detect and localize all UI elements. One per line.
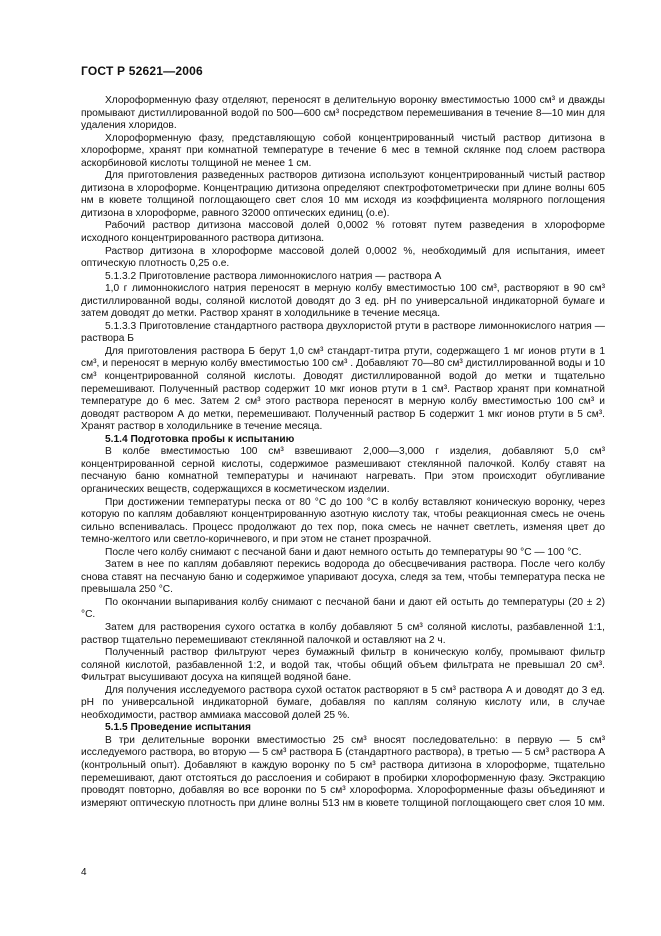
paragraph: Для приготовления разведенных растворов дитизона используют концентрированный чистый раствор дитизона в хлороформе. Концентрацию дитизона определяют спектрофотометрически при длине волны 605 нм в кювете толщиной поглощающего свет слоя 10 мм исходя из коэффициента молярного поглощения дитизона в хлороформе, равного 32000 оптических единиц (о.е). [81,170,605,219]
paragraph: Хлороформенную фазу отделяют, переносят в делительную воронку вместимостью 1000 см³ и дважды промывают дистиллированной водой по 500—600 см³ посредством перемешивания в течение 8—10 мин для удаления хлоридов. [81,95,605,132]
paragraph: В три делительные воронки вместимостью 25 см³ вносят последовательно: в первую — 5 см³ исследуемого раствора, во вторую — 5 см³ раствора Б (стандартного раствора), в третью — 5 см³ раствора А (контрольный опыт). Добавляют в каждую воронку по 5 см³ раствора дитизона в хлороформе, тщательно перемешивают, дают отстояться до расслоения и собирают в пробирки хлороформенную фазу. Экстракцию проводят повторно, добавляя во все воронки по 5 см³ хлороформа. Хлороформенные фазы объединяют и измеряют оптическую плотность при длине волны 513 нм в кювете толщиной поглощающего свет слоя 10 мм. [81,734,606,809]
paragraph: Для приготовления раствора Б берут 1,0 см³ стандарт-титра ртути, содержащего 1 мг ионов ртути в 1 см³, и переносят в мерную колбу вместимостью 100 см³ . Добавляют 70—80 см³ дистиллированной воды и 10 см³ концентрированной соляной кислоты. Доводят дистиллированной водой до метки и тщательно перемешивают. Полученный раствор содержит 10 мкг ионов ртути в 1 см³. Раствор хранят при комнатной температуре до 6 мес. Затем 2 см³ этого раствора переносят в мерную колбу вместимостью 100 см³ и доводят раствором А до метки, перемешивают. Полученный раствор Б содержит 1 мкг ионов ртути в 5 см³. Хранят раствор в холодильнике в течение месяца. [81,345,605,433]
section-heading: 5.1.5 Проведение испытания [105,722,251,734]
paragraph: По окончании выпаривания колбу снимают с песчаной бани и дают ей остыть до температуры (20 ± 2) °C. [81,596,605,621]
subsection-heading: 5.1.3.3 Приготовление стандартного раствора двухлористой ртути в растворе лимоннокислого натрия — раствора Б [81,320,605,345]
document-body [81,95,605,810]
paragraph: Затем в нее по каплям добавляют перекись водорода до обесцвечивания раствора. После чего колбу снова ставят на песчаную баню и содержимое упаривают досуха, следя за тем, чтобы температура песка не превышала 250 °C. [81,559,605,596]
paragraph: Полученный раствор фильтруют через бумажный фильтр в коническую колбу, промывают фильтр соляной кислотой, разбавленной 1:2, и водой так, чтобы общий объем фильтрата не превышал 20 см³. Фильтрат высушивают досуха на кипящей водяной бане. [81,647,605,684]
paragraph: Для получения исследуемого раствора сухой остаток растворяют в 5 см³ раствора А и доводят до 3 ед. pH по универсальной индикаторной бумаге, добавляя по каплям соляную кислоту или, в случае необходимости, раствор аммиака массовой долей 25 %. [81,684,605,721]
subsection-heading: 5.1.3.2 Приготовление раствора лимоннокислого натрия — раствора А [105,270,442,282]
paragraph: Хлороформенную фазу, представляющую собой концентрированный чистый раствор дитизона в хлороформе, хранят при комнатной температуре в течение 6 мес в темной склянке под слоем раствора аскорбиновой кислоты толщиной не менее 1 см. [81,132,605,169]
paragraph: 1,0 г лимоннокислого натрия переносят в мерную колбу вместимостью 100 см³, растворяют в 90 см³ дистиллированной воды, соляной кислотой доводят до 3 ед. pH по универсальной индикаторной бумаге и затем доводят до метки. Раствор хранят в холодильнике в течение месяца. [81,283,605,320]
paragraph: Раствор дитизона в хлороформе массовой долей 0,0002 %, необходимый для испытания, имеет оптическую плотность 0,25 о.е. [81,245,605,270]
paragraph: В колбе вместимостью 100 см³ взвешивают 2,000—3,000 г изделия, добавляют 5,0 см³ концентрированной серной кислоты, содержимое размешивают стеклянной палочкой. Колбу ставят на песчаную баню комнатной температуры и начинают нагревать. При этом происходит обугливание органических веществ, содержащихся в косметическом изделии. [81,446,605,495]
document-header: ГОСТ Р 52621—2006 [81,64,203,78]
paragraph: Рабочий раствор дитизона массовой долей 0,0002 % готовят путем разведения в хлороформе исходного концентрированного раствора дитизона. [81,220,605,245]
section-heading: 5.1.4 Подготовка пробы к испытанию [105,433,295,445]
page-number: 4 [81,867,87,878]
paragraph: Затем для растворения сухого остатка в колбу добавляют 5 см³ соляной кислоты, разбавленной 1:1, раствор тщательно перемешивают стеклянной палочкой и оставляют на 2 ч. [81,621,605,646]
paragraph: При достижении температуры песка от 80 °C до 100 °C в колбу вставляют коническую воронку, через которую по каплям добавляют концентрированную азотную кислоту так, чтобы реакционная смесь не очень сильно вспенивалась. Процесс продолжают до тех пор, пока смесь не начнет светлеть, изменяя цвет до темно-желтого или светло-коричневого, и при этом не станет прозрачной. [81,496,605,546]
paragraph: После чего колбу снимают с песчаной бани и дают немного остыть до температуры 90 °C — 100 °C. [105,546,582,558]
